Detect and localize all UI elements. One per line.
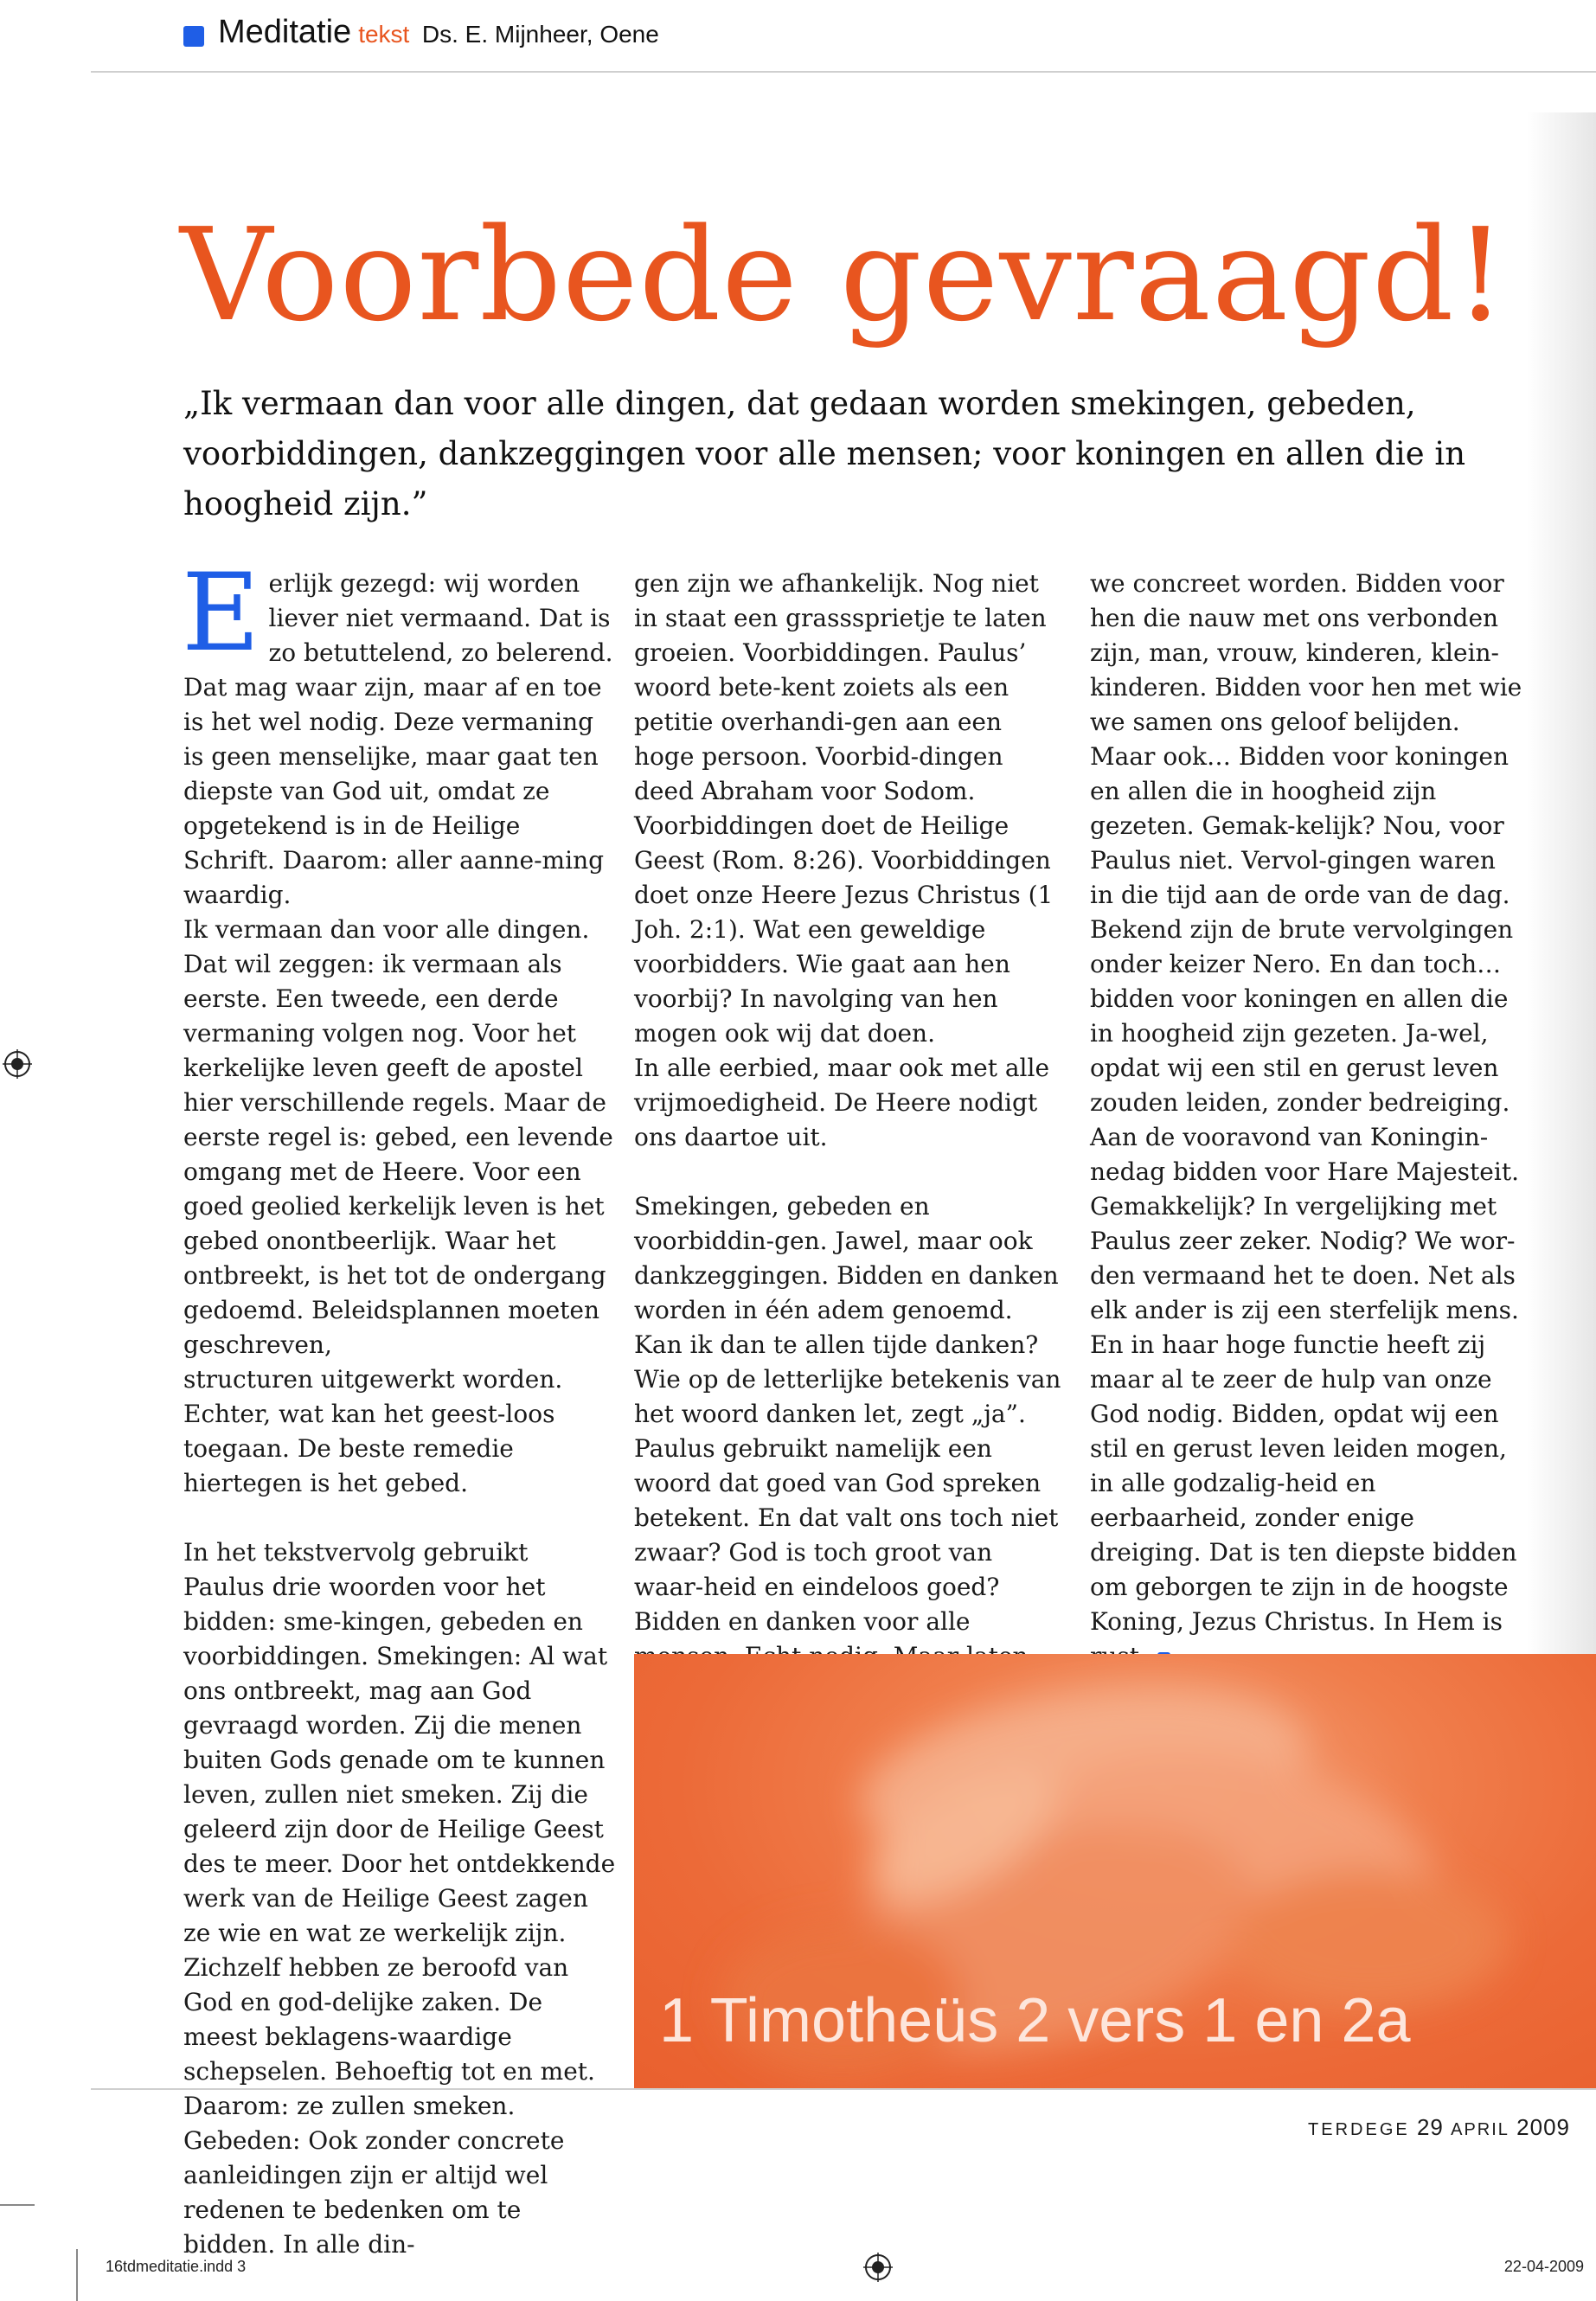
paragraph: gen zijn we afhankelijk. Nog niet in staat een grasssprietje te laten groeien. Voorbiddingen. Paulus’ woord bete-kent zoiets als een petitie overhandi-gen aan een hoge persoon. Voorbid-dingen deed Abraham voor Sodom. Voorbiddingen doet de Heilige Geest (Rom. 8:26). Voorbiddingen doet onze Heere Jezus Christus (1 Joh. 2:1). Wat een geweldige voorbidders. Wie gaat aan hen voorbij? In navolging van hen mogen ook wij dat doen. bbox=[634, 569, 1054, 1048]
author-name: Ds. E. Mijnheer, Oene bbox=[421, 21, 659, 48]
registration-mark-icon bbox=[863, 2253, 893, 2282]
paragraph bbox=[1090, 1120, 1522, 1674]
section-name: Meditatie bbox=[218, 14, 352, 50]
paragraph: In alle eerbied, maar ook met alle vrijmoedigheid. De Heere nodigt ons daartoe uit. bbox=[634, 1054, 1050, 1151]
text-column-1 bbox=[182, 551, 616, 2262]
text-column-3 bbox=[1090, 567, 1522, 1674]
paragraph: Bidden en danken voor alle bbox=[634, 1607, 971, 1636]
tekst-label: tekst bbox=[358, 21, 410, 48]
paragraph: Gebeden: Ook zonder concrete aanleidingen zijn er altijd wel redenen te bedenken om te bidden. In alle din- bbox=[183, 2126, 565, 2259]
text-column-2 bbox=[634, 567, 1067, 1743]
paragraph-text: erlijk gezegd: wij worden liever niet vermaand. Dat is zo betuttelend, zo belerend. Dat mag waar zijn, maar af en toe is het wel nodig. Deze vermaning is geen menselijke, maar gaat ten diepste van God uit, omdat ze opgetekend is in de Heilige Schrift. Daarom: aller aanne-ming waardig. bbox=[183, 569, 613, 909]
bottom-divider bbox=[91, 2088, 1596, 2090]
issue-day: 29 bbox=[1416, 2114, 1444, 2140]
crop-mark bbox=[0, 2204, 35, 2206]
article-headline: Voorbede gevraagd! bbox=[180, 201, 1508, 349]
paragraph: structuren uitgewerkt worden. Echter, wat kan het geest-loos toegaan. De beste remedie hiertegen is het gebed. bbox=[183, 1365, 563, 1497]
issue-year: 2009 bbox=[1516, 2114, 1570, 2140]
paragraph: In het tekstvervolg gebruikt Paulus drie woorden voor het bidden: sme-kingen, gebeden en voorbiddingen. Smekingen: Al wat ons ontbreekt, mag aan God gevraagd worden. Zij die menen buiten Gods genade om te kunnen leven, zullen niet smeken. Zij die geleerd zijn door de Heilige Geest des te meer. Door het ontdekkende werk van de Heilige Geest zagen ze wie en wat ze werkelijk zijn. Zichzelf hebben ze beroofd van God en god-delijke zaken. De meest beklagens-waardige schepselen. Behoeftig tot en met. Daarom: ze zullen smeken. bbox=[183, 1538, 616, 2120]
drop-cap: E bbox=[182, 551, 260, 676]
section-marker-square bbox=[183, 26, 204, 47]
slug-date: 22-04-2009 bbox=[1503, 2258, 1584, 2275]
crop-mark bbox=[76, 2249, 78, 2301]
lead-quote: „Ik vermaan dan voor alle dingen, dat gedaan worden smekingen, gebeden, voorbiddingen, dankzeggingen voor alle mensen; voor koningen en allen die in hoogheid zijn.” bbox=[183, 385, 1466, 522]
paragraph: Ik vermaan dan voor alle dingen. Dat wil zeggen: ik vermaan als eerste. Een tweede, een derde vermaning volgen nog. Voor het kerkelijke leven geeft de apostel hier verschillende regels. Maar de eerste regel is: gebed, een levende omgang met de Heere. Voor een goed geolied kerkelijk leven is het gebed onontbeerlijk. Waar het ontbreekt, is het tot de ondergang gedoemd. Beleidsplannen moeten geschreven, bbox=[183, 915, 613, 1359]
page-folio bbox=[1308, 2114, 1570, 2141]
paragraph-text: Aan de vooravond van Koningin-nedag bidden voor Hare Majesteit. Gemakkelijk? In vergelijking met Paulus zeer zeker. Nodig? We wor-den vermaand het te doen. Net als elk ander is zij een sterfelijk mens. En in haar hoge functie heeft zij maar al te zeer de hulp van onze God nodig. Bidden, opdat wij een stil en gerust leven leiden mogen, in alle godzalig-heid en eerbaarheid, zonder enige dreiging. Dat is ten diepste bidden om geborgen te zijn in de hoogste Koning, Jezus Christus. In Hem is bbox=[1090, 1123, 1519, 1636]
issue-month: APRIL bbox=[1451, 2120, 1509, 2139]
magazine-name: TERDEGE bbox=[1308, 2120, 1410, 2139]
registration-mark-icon bbox=[3, 1049, 32, 1079]
top-divider bbox=[91, 71, 1596, 73]
scripture-reference: 1 Timotheüs 2 vers 1 en 2a bbox=[659, 1986, 1411, 2055]
paragraph bbox=[182, 551, 616, 913]
slug-filename: 16tdmeditatie.indd 3 bbox=[106, 2258, 247, 2275]
section-header bbox=[218, 14, 659, 51]
paragraph: Smekingen, gebeden en voorbiddin-gen. Jawel, maar ook dankzeggingen. Bidden en danken worden in één adem genoemd. Kan ik dan te allen tijde danken? Wie op de letterlijke betekenis van het woord danken let, zegt „ja”. Paulus gebruikt namelijk een woord dat goed van God spreken betekent. En dat valt ons toch niet zwaar? God is toch groot van waar-heid en eindeloos goed? bbox=[634, 1192, 1061, 1601]
paragraph: we concreet worden. Bidden voor hen die nauw met ons verbonden zijn, man, vrouw, kinderen, klein-kinderen. Bidden voor hen met wie we samen ons geloof belijden. Maar ook… Bidden voor koningen en allen die in hoogheid zijn gezeten. Gemak-kelijk? Nou, voor Paulus niet. Vervol-gingen waren in die tijd aan de orde van de dag. Bekend zijn de brute vervolgingen onder keizer Nero. En dan toch… bidden voor koningen en allen die in hoogheid zijn gezeten. Ja-wel, opdat wij een stil en gerust leven zouden leiden, zonder bedreiging. bbox=[1090, 569, 1522, 1117]
